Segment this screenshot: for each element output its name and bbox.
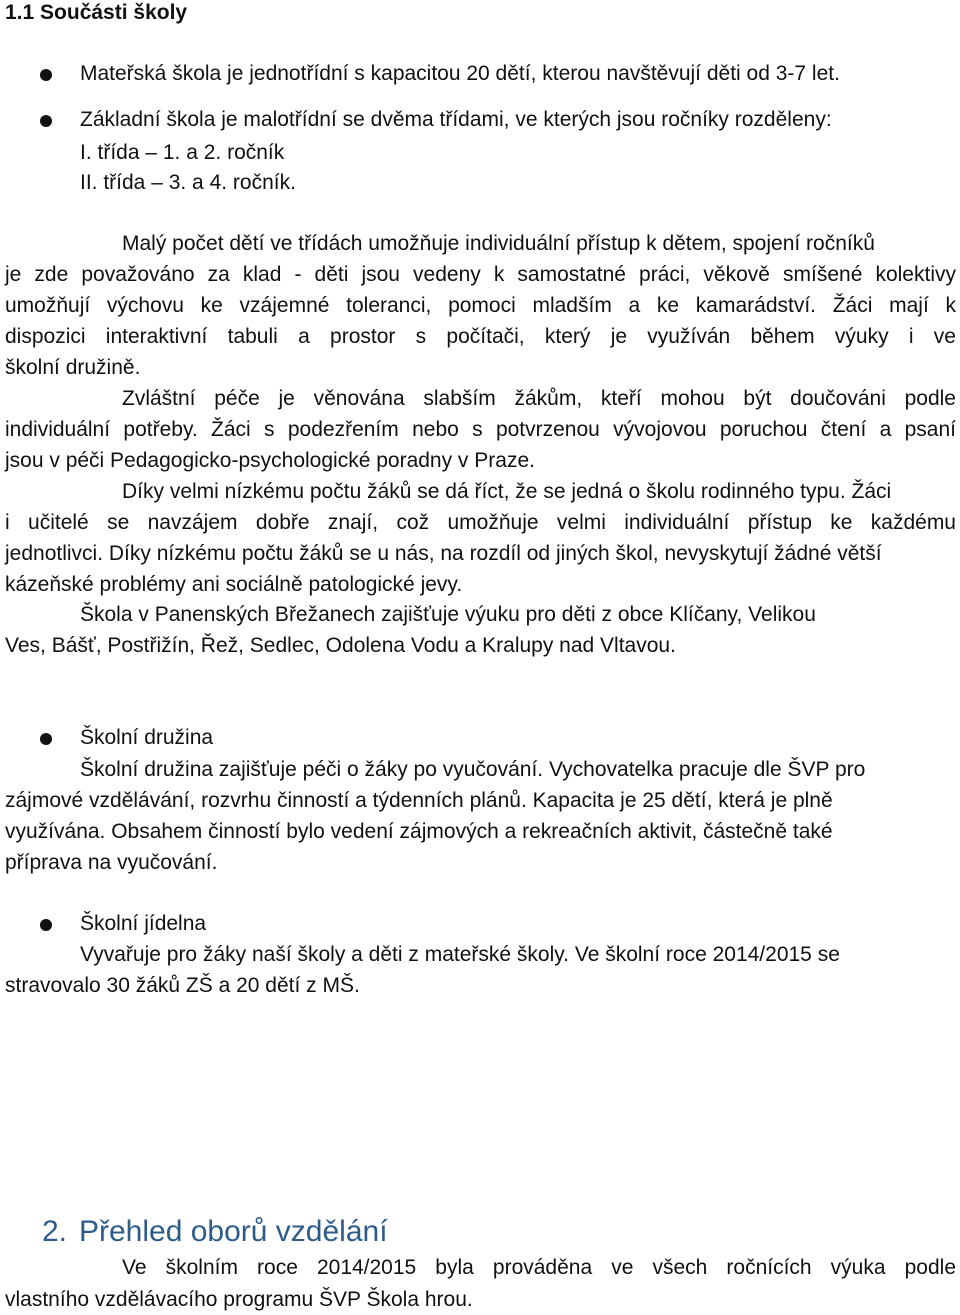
paragraph-line: kázeňské problémy ani sociálně patologické jevy. [5, 573, 463, 596]
paragraph-line: Školní družina zajišťuje péči o žáky po vyučování. Vychovatelka pracuje dle ŠVP pro [80, 758, 866, 781]
bullet-icon [40, 733, 52, 745]
class-line-2: II. třída – 3. a 4. ročník. [80, 171, 296, 194]
paragraph-line: stravovalo 30 žáků ZŠ a 20 dětí z MŠ. [5, 974, 360, 997]
bullet-title-druzina: Školní družina [80, 726, 214, 749]
paragraph-line: Škola v Panenských Břežanech zajišťuje výuku pro děti z obce Klíčany, Velikou [80, 603, 816, 626]
paragraph-line: zájmové vzdělávání, rozvrhu činností a týdenních plánů. Kapacita je 25 dětí, která je plně [5, 789, 833, 812]
paragraph-line: dispozici interaktivní tabuli a prostor s počítači, který je využíván během výuky i ve [5, 325, 956, 348]
paragraph-line: Zvláštní péče je věnována slabším žákům, kteří mohou být doučováni podle [122, 387, 956, 410]
paragraph-line: využívána. Obsahem činností bylo vedení zájmových a rekreačních aktivit, částečně také [5, 820, 833, 843]
section-title: Přehled oborů vzdělání [79, 1215, 388, 1248]
paragraph-line: jednotlivci. Díky nízkému počtu žáků se u nás, na rozdíl od jiných škol, nevyskytují žádné větší [5, 542, 882, 565]
section-heading-1-1: 1.1 Součásti školy [5, 1, 188, 24]
paragraph-line: individuální potřeby. Žáci s podezřením nebo s potvrzenou vývojovou poruchou čtení a psaní [5, 418, 956, 441]
bullet-title-jidelna: Školní jídelna [80, 912, 207, 935]
paragraph-line: umožňují výchovu ke vzájemné toleranci, pomoci mladším a ke kamarádství. Žáci mají k [5, 294, 956, 317]
paragraph-line: školní družině. [5, 356, 141, 379]
paragraph-line: i učitelé se navzájem dobře znají, což umožňuje velmi individuální přístup ke každému [5, 511, 956, 534]
section-number: 2. [42, 1215, 68, 1248]
paragraph-line: Vyvařuje pro žáky naší školy a děti z mateřské školy. Ve školní roce 2014/2015 se [80, 943, 840, 966]
bullet-icon [40, 919, 52, 931]
paragraph-line: jsou v péči Pedagogicko-psychologické poradny v Praze. [5, 449, 535, 472]
paragraph-line: vlastního vzdělávacího programu ŠVP Škola hrou. [5, 1288, 473, 1311]
paragraph-line: Díky velmi nízkému počtu žáků se dá říct, že se jedná o školu rodinného typu. Žáci [122, 480, 892, 503]
paragraph-line: Ve školním roce 2014/2015 byla prováděna ve všech ročnících výuka podle [122, 1256, 956, 1279]
paragraph-line: Ves, Bášť, Postřižín, Řež, Sedlec, Odolena Vodu a Kralupy nad Vltavou. [5, 634, 676, 657]
paragraph-line: Malý počet dětí ve třídách umožňuje individuální přístup k dětem, spojení ročníků [122, 232, 875, 255]
paragraph-line: příprava na vyučování. [5, 851, 218, 874]
bullet-icon [40, 115, 52, 127]
section-heading-2 [42, 1215, 388, 1249]
class-line-1: I. třída – 1. a 2. ročník [80, 141, 285, 164]
bullet-text-ms: Mateřská škola je jednotřídní s kapacitou 20 dětí, kterou navštěvují děti od 3-7 let. [80, 62, 840, 85]
bullet-text-zs: Základní škola je malotřídní se dvěma třídami, ve kterých jsou ročníky rozděleny: [80, 108, 832, 131]
paragraph-line: je zde považováno za klad - děti jsou vedeny k samostatné práci, věkově smíšené kolektivy [5, 263, 956, 286]
bullet-icon [40, 69, 52, 81]
